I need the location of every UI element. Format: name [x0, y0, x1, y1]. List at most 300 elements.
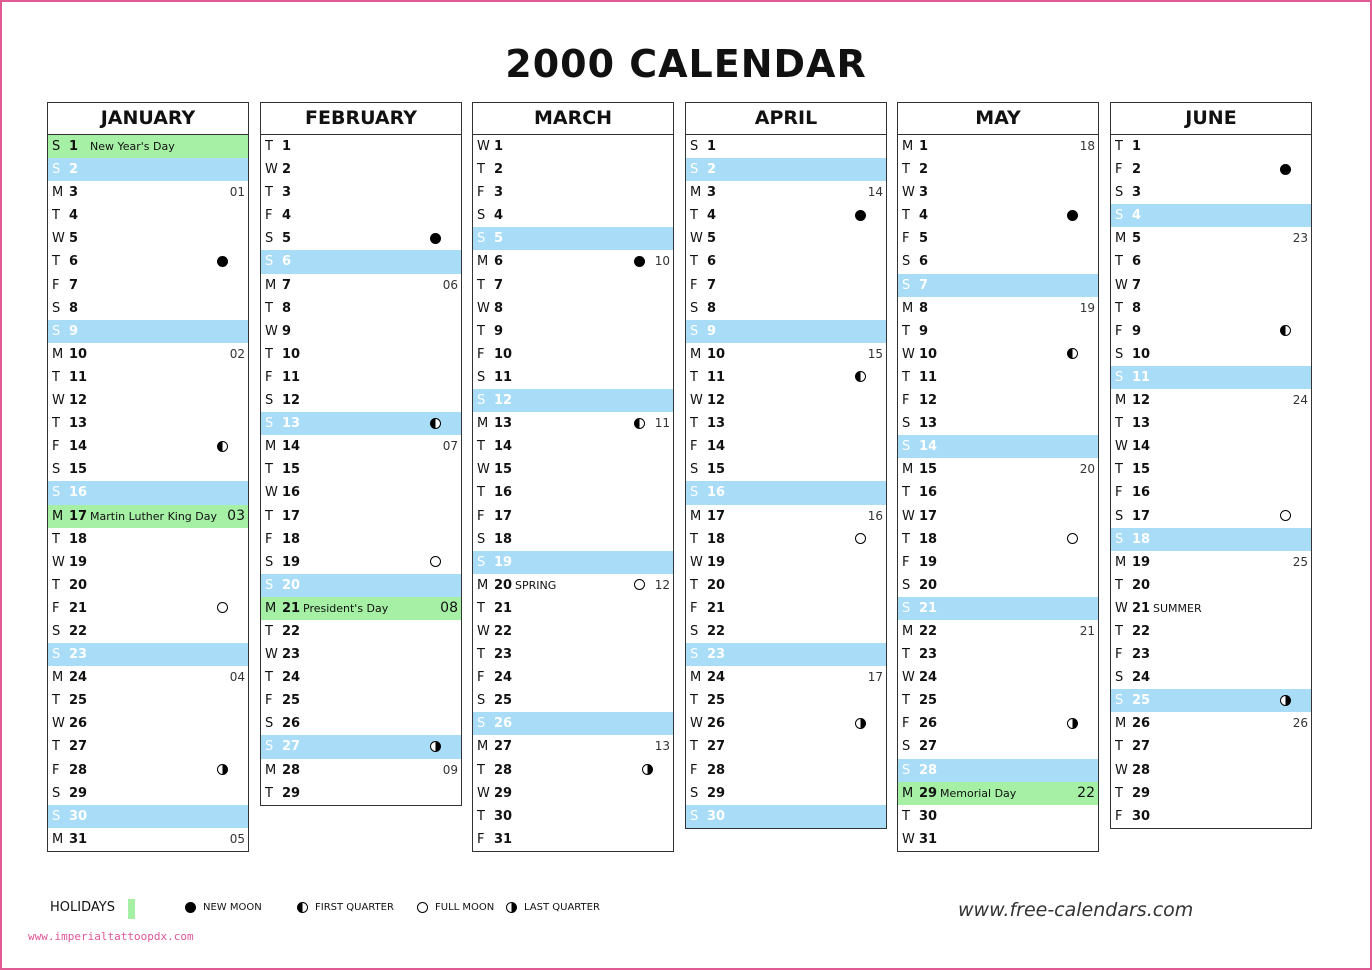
day-row — [48, 412, 248, 435]
day-row — [473, 412, 673, 435]
day-number: 18 — [919, 531, 938, 547]
day-number: 24 — [1132, 670, 1151, 686]
week-number: 25 — [1292, 554, 1308, 569]
day-row — [48, 805, 248, 828]
day-row — [473, 759, 673, 782]
week-number: 23 — [1292, 231, 1308, 246]
day-number: 5 — [919, 231, 929, 247]
weekday-letter: F — [902, 393, 910, 409]
day-number: 5 — [282, 231, 292, 247]
weekday-letter: F — [1115, 647, 1123, 663]
new-moon-icon — [1067, 210, 1078, 221]
weekday-letter: F — [690, 277, 698, 293]
day-number: 13 — [494, 416, 513, 432]
day-row — [898, 666, 1098, 689]
day-row — [686, 320, 886, 343]
day-number: 28 — [282, 762, 301, 778]
day-number: 3 — [282, 185, 292, 201]
weekday-letter: M — [265, 439, 277, 455]
weekday-letter: T — [265, 346, 273, 362]
weekday-letter: W — [477, 462, 490, 478]
day-row — [898, 458, 1098, 481]
day-row — [48, 435, 248, 458]
day-number: 2 — [282, 162, 292, 178]
day-number: 29 — [282, 785, 301, 801]
day-number: 11 — [69, 369, 88, 385]
weekday-letter: T — [690, 208, 698, 224]
weekday-letter: W — [265, 647, 278, 663]
day-row — [473, 181, 673, 204]
day-number: 25 — [494, 693, 513, 709]
week-number: 03 — [227, 507, 245, 524]
day-number: 1 — [282, 139, 292, 154]
day-number: 5 — [1132, 231, 1142, 247]
day-row — [261, 458, 461, 481]
day-number: 17 — [707, 508, 726, 524]
weekday-letter: W — [902, 185, 915, 201]
day-number: 28 — [1132, 762, 1151, 778]
day-number: 27 — [69, 739, 88, 755]
day-number: 9 — [494, 323, 504, 339]
day-row — [261, 181, 461, 204]
day-number: 13 — [282, 416, 301, 432]
weekday-letter: S — [52, 162, 61, 178]
day-row — [686, 782, 886, 805]
day-number: 22 — [919, 623, 938, 639]
week-number: 16 — [867, 508, 883, 523]
full-moon-icon — [1067, 533, 1078, 544]
day-row — [686, 712, 886, 735]
day-number: 16 — [707, 485, 726, 501]
week-number: 17 — [867, 670, 883, 685]
day-number: 8 — [282, 300, 292, 316]
day-row — [898, 435, 1098, 458]
weekday-letter: T — [477, 162, 485, 178]
day-number: 17 — [282, 508, 301, 524]
weekday-letter: T — [902, 693, 910, 709]
day-row — [1111, 620, 1311, 643]
weekday-letter: S — [477, 231, 486, 247]
day-row — [1111, 528, 1311, 551]
day-number: 20 — [494, 577, 513, 593]
day-number: 10 — [494, 346, 513, 362]
weekday-letter: T — [902, 647, 910, 663]
weekday-letter: S — [902, 739, 911, 755]
site-link[interactable]: www.free-calendars.com — [958, 899, 1194, 921]
weekday-letter: S — [690, 785, 699, 801]
weekday-letter: W — [52, 716, 65, 732]
weekday-letter: S — [265, 231, 274, 247]
day-number: 15 — [69, 462, 88, 478]
week-number: 06 — [442, 277, 458, 292]
day-number: 12 — [494, 393, 513, 409]
day-number: 26 — [707, 716, 726, 732]
day-row — [686, 620, 886, 643]
weekday-letter: M — [690, 346, 702, 362]
weekday-letter: M — [265, 600, 277, 616]
weekday-letter: W — [690, 716, 703, 732]
month-january — [47, 102, 249, 852]
weekday-letter: T — [477, 323, 485, 339]
day-row — [473, 666, 673, 689]
day-row — [261, 481, 461, 504]
day-row — [261, 135, 461, 158]
weekday-letter: M — [52, 670, 64, 686]
first-moon-icon — [1280, 325, 1291, 336]
day-row — [261, 158, 461, 181]
weekday-letter: T — [1115, 577, 1123, 593]
day-number: 24 — [69, 670, 88, 686]
weekday-letter: T — [52, 416, 60, 432]
day-row — [1111, 574, 1311, 597]
day-number: 25 — [919, 693, 938, 709]
day-number: 7 — [494, 277, 504, 293]
day-row — [898, 297, 1098, 320]
weekday-letter: T — [902, 369, 910, 385]
weekday-letter: T — [477, 277, 485, 293]
weekday-letter: F — [52, 762, 60, 778]
day-row — [898, 551, 1098, 574]
day-row — [1111, 666, 1311, 689]
day-row — [473, 227, 673, 250]
weekday-letter: T — [52, 739, 60, 755]
weekday-letter: W — [690, 231, 703, 247]
weekday-letter: T — [52, 208, 60, 224]
day-number: 22 — [494, 623, 513, 639]
weekday-letter: T — [265, 139, 273, 154]
weekday-letter: S — [902, 600, 911, 616]
day-row — [261, 759, 461, 782]
month-april — [685, 102, 887, 829]
day-number: 8 — [494, 300, 504, 316]
weekday-letter: M — [690, 185, 702, 201]
day-row — [473, 135, 673, 158]
day-row — [898, 227, 1098, 250]
day-number: 27 — [1132, 739, 1151, 755]
day-row — [261, 782, 461, 805]
weekday-letter: S — [265, 716, 274, 732]
day-number: 2 — [919, 162, 929, 178]
day-number: 14 — [494, 439, 513, 455]
day-row — [898, 805, 1098, 828]
weekday-letter: F — [902, 231, 910, 247]
weekday-letter: W — [477, 623, 490, 639]
day-row — [686, 366, 886, 389]
day-number: 22 — [1132, 623, 1151, 639]
day-row — [898, 505, 1098, 528]
day-row — [1111, 505, 1311, 528]
day-number: 4 — [919, 208, 929, 224]
day-number: 12 — [919, 393, 938, 409]
day-row — [1111, 551, 1311, 574]
day-row — [261, 574, 461, 597]
weekday-letter: S — [265, 393, 274, 409]
weekday-letter: F — [52, 277, 60, 293]
weekday-letter: F — [477, 508, 485, 524]
weekday-letter: M — [52, 508, 64, 524]
day-row — [473, 528, 673, 551]
month-header: FEBRUARY — [261, 103, 461, 135]
day-row — [473, 735, 673, 758]
day-row — [898, 274, 1098, 297]
day-number: 5 — [494, 231, 504, 247]
weekday-letter: W — [1115, 277, 1128, 293]
day-number: 27 — [919, 739, 938, 755]
first-moon-icon — [1067, 348, 1078, 359]
day-row — [898, 528, 1098, 551]
day-row — [48, 597, 248, 620]
weekday-letter: W — [52, 554, 65, 570]
weekday-letter: S — [902, 416, 911, 432]
weekday-letter: S — [690, 462, 699, 478]
day-number: 1 — [494, 139, 504, 154]
weekday-letter: S — [902, 577, 911, 593]
weekday-letter: W — [52, 393, 65, 409]
day-row — [1111, 343, 1311, 366]
day-row — [1111, 481, 1311, 504]
weekday-letter: S — [52, 785, 61, 801]
day-number: 9 — [69, 323, 79, 339]
day-row — [898, 181, 1098, 204]
weekday-letter: T — [265, 300, 273, 316]
day-number: 1 — [1132, 139, 1142, 154]
day-number: 18 — [282, 531, 301, 547]
day-row — [686, 505, 886, 528]
day-number: 21 — [919, 600, 938, 616]
full-moon-icon — [1280, 510, 1291, 521]
weekday-letter: F — [265, 369, 273, 385]
legend-holidays-label: HOLIDAYS — [50, 900, 115, 915]
day-number: 29 — [707, 785, 726, 801]
weekday-letter: W — [902, 508, 915, 524]
day-number: 31 — [69, 831, 88, 847]
day-row — [686, 227, 886, 250]
day-number: 1 — [919, 139, 929, 154]
day-number: 10 — [282, 346, 301, 362]
day-row — [473, 574, 673, 597]
weekday-letter: S — [477, 693, 486, 709]
weekday-letter: F — [690, 439, 698, 455]
day-number: 7 — [282, 277, 292, 293]
month-may — [897, 102, 1099, 852]
day-number: 8 — [707, 300, 717, 316]
day-row — [48, 782, 248, 805]
season-note: SUMMER — [1153, 601, 1202, 615]
day-row — [1111, 158, 1311, 181]
day-number: 4 — [1132, 208, 1142, 224]
day-row — [48, 181, 248, 204]
day-row — [473, 320, 673, 343]
weekday-letter: T — [1115, 462, 1123, 478]
week-number: 01 — [229, 185, 245, 200]
day-row — [1111, 297, 1311, 320]
legend-full-moon-label: FULL MOON — [435, 902, 495, 913]
weekday-letter: W — [690, 554, 703, 570]
day-number: 27 — [494, 739, 513, 755]
weekday-letter: S — [902, 762, 911, 778]
day-number: 8 — [919, 300, 929, 316]
day-number: 9 — [282, 323, 292, 339]
day-number: 19 — [494, 554, 513, 570]
weekday-letter: S — [690, 139, 699, 154]
full-moon-icon — [430, 556, 441, 567]
weekday-letter: S — [1115, 693, 1124, 709]
month-march — [472, 102, 674, 852]
weekday-letter: T — [265, 670, 273, 686]
month-header: JANUARY — [48, 103, 248, 135]
day-number: 14 — [707, 439, 726, 455]
weekday-letter: S — [690, 647, 699, 663]
weekday-letter: T — [902, 485, 910, 501]
calendar-title: 2000 CALENDAR — [505, 42, 867, 86]
week-number: 20 — [1079, 462, 1095, 477]
day-row — [48, 666, 248, 689]
weekday-letter: S — [52, 485, 61, 501]
day-row — [898, 782, 1098, 805]
day-number: 6 — [919, 254, 929, 270]
last-moon-icon — [430, 741, 441, 752]
weekday-letter: T — [1115, 416, 1123, 432]
weekday-letter: M — [1115, 554, 1127, 570]
day-row — [473, 505, 673, 528]
week-number: 26 — [1292, 716, 1308, 731]
day-number: 10 — [69, 346, 88, 362]
day-row — [48, 643, 248, 666]
weekday-letter: T — [265, 785, 273, 801]
weekday-letter: T — [265, 462, 273, 478]
week-number: 18 — [1079, 139, 1095, 153]
weekday-letter: S — [265, 254, 274, 270]
day-row — [898, 204, 1098, 227]
day-row — [261, 274, 461, 297]
day-row — [261, 597, 461, 620]
day-number: 19 — [1132, 554, 1151, 570]
week-number: 22 — [1077, 784, 1095, 801]
week-number: 09 — [442, 762, 458, 777]
day-row — [261, 297, 461, 320]
day-number: 2 — [707, 162, 717, 178]
day-row — [1111, 320, 1311, 343]
weekday-letter: F — [265, 208, 273, 224]
day-number: 23 — [1132, 647, 1151, 663]
weekday-letter: S — [52, 139, 61, 154]
day-number: 30 — [919, 808, 938, 824]
day-row — [261, 620, 461, 643]
weekday-letter: M — [902, 300, 914, 316]
day-number: 24 — [919, 670, 938, 686]
day-number: 23 — [282, 647, 301, 663]
day-row — [48, 689, 248, 712]
month-header: APRIL — [686, 103, 886, 135]
weekday-letter: T — [690, 577, 698, 593]
last-moon-icon — [1280, 695, 1291, 706]
day-row — [261, 320, 461, 343]
day-number: 24 — [494, 670, 513, 686]
day-row — [261, 435, 461, 458]
day-row — [48, 551, 248, 574]
weekday-letter: T — [265, 185, 273, 201]
month-june — [1110, 102, 1312, 829]
day-number: 23 — [69, 647, 88, 663]
weekday-letter: T — [477, 439, 485, 455]
weekday-letter: F — [265, 531, 273, 547]
day-number: 18 — [494, 531, 513, 547]
day-row — [686, 135, 886, 158]
day-number: 16 — [1132, 485, 1151, 501]
day-row — [261, 366, 461, 389]
day-row — [898, 158, 1098, 181]
weekday-letter: W — [1115, 439, 1128, 455]
day-row — [686, 759, 886, 782]
day-number: 29 — [69, 785, 88, 801]
day-number: 5 — [707, 231, 717, 247]
day-number: 27 — [707, 739, 726, 755]
week-number: 15 — [867, 346, 883, 361]
weekday-letter: T — [902, 531, 910, 547]
weekday-letter: M — [477, 416, 489, 432]
new-moon-icon — [634, 256, 645, 267]
day-number: 13 — [919, 416, 938, 432]
day-row — [48, 227, 248, 250]
day-row — [473, 597, 673, 620]
day-number: 23 — [707, 647, 726, 663]
day-number: 25 — [707, 693, 726, 709]
weekday-letter: F — [265, 693, 273, 709]
weekday-letter: M — [265, 762, 277, 778]
day-row — [48, 297, 248, 320]
day-number: 20 — [707, 577, 726, 593]
weekday-letter: M — [902, 462, 914, 478]
day-row — [1111, 274, 1311, 297]
weekday-letter: F — [1115, 808, 1123, 824]
day-row — [1111, 389, 1311, 412]
weekday-letter: F — [477, 831, 485, 847]
day-number: 11 — [1132, 369, 1151, 385]
day-number: 26 — [282, 716, 301, 732]
day-row — [261, 412, 461, 435]
weekday-letter: S — [477, 716, 486, 732]
day-row — [48, 204, 248, 227]
weekday-letter: W — [477, 300, 490, 316]
day-row — [48, 389, 248, 412]
weekday-letter: S — [1115, 208, 1124, 224]
day-number: 13 — [1132, 416, 1151, 432]
day-row — [261, 735, 461, 758]
day-row — [686, 805, 886, 828]
day-number: 21 — [69, 600, 88, 616]
weekday-letter: W — [1115, 762, 1128, 778]
day-row — [1111, 597, 1311, 620]
weekday-letter: S — [52, 323, 61, 339]
weekday-letter: W — [265, 162, 278, 178]
day-number: 6 — [282, 254, 292, 270]
day-row — [898, 620, 1098, 643]
day-number: 2 — [1132, 162, 1142, 178]
day-number: 23 — [919, 647, 938, 663]
first-quarter-moon-icon — [297, 902, 308, 913]
day-number: 17 — [1132, 508, 1151, 524]
day-row — [48, 135, 248, 158]
weekday-letter: T — [477, 485, 485, 501]
day-number: 28 — [919, 762, 938, 778]
day-row — [686, 389, 886, 412]
day-number: 10 — [1132, 346, 1151, 362]
month-header: MAY — [898, 103, 1098, 135]
day-row — [261, 250, 461, 273]
weekday-letter: T — [902, 208, 910, 224]
day-number: 7 — [707, 277, 717, 293]
weekday-letter: T — [690, 693, 698, 709]
